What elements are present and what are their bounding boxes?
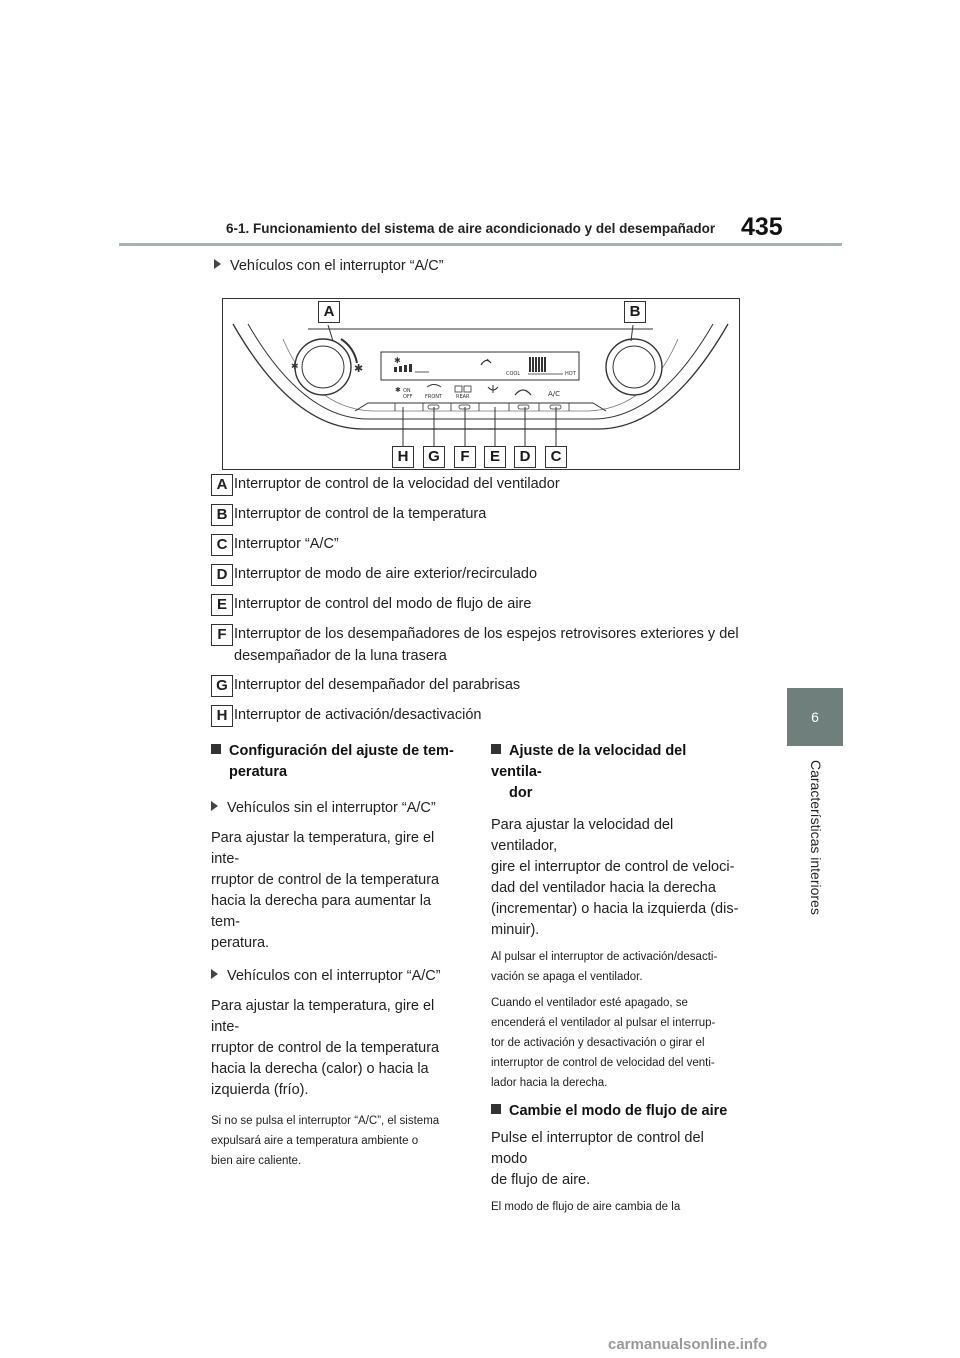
ac-panel-figure: [222, 298, 740, 470]
svg-text:A/C: A/C: [548, 390, 561, 398]
svg-text:FRONT: FRONT: [425, 394, 443, 400]
heading-fan-speed: Ajuste de la velocidad del ventila- dor: [491, 743, 687, 801]
square-bullet-icon: [491, 744, 501, 754]
paragraph-fan-speed: Para ajustar la velocidad del ventilador, gire el interruptor de control de veloci- dad del ventilador hacia la derecha (incrementar) o hacia la izquierda (dis- minuir).: [491, 817, 739, 938]
left-column: [211, 741, 461, 1171]
callout-a: A: [318, 301, 340, 323]
note-fan-on: Cuando el ventilador esté apagado, se encenderá el ventilador al pulsar el interrup- tor de activación y desactivación o girar el interruptor de control de velocidad del venti- lador hacia la derecha.: [491, 997, 716, 1089]
svg-text:OFF: OFF: [403, 394, 413, 400]
svg-text:HOT: HOT: [565, 371, 576, 377]
callout-d: D: [514, 446, 536, 468]
triangle-bullet-icon: [214, 259, 221, 269]
page-number: 435: [741, 213, 783, 241]
svg-text:REAR: REAR: [456, 394, 470, 400]
watermark: carmanualsonline.info: [608, 1336, 768, 1353]
note-fan-off: Al pulsar el interruptor de activación/desacti- vación se apaga el ventilador.: [491, 951, 718, 983]
triangle-bullet-icon: [211, 969, 218, 979]
callout-h: H: [392, 446, 414, 468]
paragraph-with-ac: Para ajustar la temperatura, gire el inte- rruptor de control de la temperatura hacia la derecha (calor) o hacia la izquierda (frío).: [211, 998, 440, 1098]
square-bullet-icon: [491, 1104, 501, 1114]
right-column: [491, 741, 741, 1217]
subheading-with-ac: Vehículos con el interruptor “A/C”: [211, 968, 461, 984]
ac-panel-illustration: [223, 299, 738, 468]
header-rule: [119, 243, 842, 246]
square-bullet-icon: [211, 744, 221, 754]
subheading-no-ac: Vehículos sin el interruptor “A/C”: [211, 800, 461, 816]
figure-caption: Vehículos con el interruptor “A/C”: [214, 258, 444, 274]
svg-text:✱: ✱: [291, 362, 299, 372]
callout-c: C: [545, 446, 567, 468]
paragraph-airflow: Pulse el interruptor de control del modo de flujo de aire.: [491, 1130, 704, 1188]
triangle-bullet-icon: [211, 801, 218, 811]
note-airflow: El modo de flujo de aire cambia de la: [491, 1201, 681, 1213]
heading-airflow-mode: Cambie el modo de flujo de aire: [491, 1101, 741, 1122]
svg-text:✱: ✱: [354, 362, 364, 375]
chapter-tab: 6: [787, 688, 843, 746]
callout-e: E: [484, 446, 506, 468]
callout-g: G: [423, 446, 445, 468]
heading-temperature: Configuración del ajuste de tem- peratura: [211, 741, 461, 783]
svg-text:✱: ✱: [395, 386, 401, 394]
section-title: 6-1. Funcionamiento del sistema de aire acondicionado y del desempañador: [226, 221, 716, 236]
svg-text:✱: ✱: [394, 356, 401, 365]
chapter-label: Características interiores: [808, 760, 824, 915]
paragraph-no-ac: Para ajustar la temperatura, gire el inte- rruptor de control de la temperatura hacia la derecha para aumentar la tem- peratura.: [211, 830, 440, 951]
svg-text:COOL: COOL: [506, 371, 521, 377]
callout-b: B: [624, 301, 646, 323]
svg-text:ON: ON: [403, 388, 411, 394]
callout-f: F: [454, 446, 476, 468]
note-ac: Si no se pulsa el interruptor “A/C”, el sistema expulsará aire a temperatura ambiente o bien aire caliente.: [211, 1115, 440, 1167]
